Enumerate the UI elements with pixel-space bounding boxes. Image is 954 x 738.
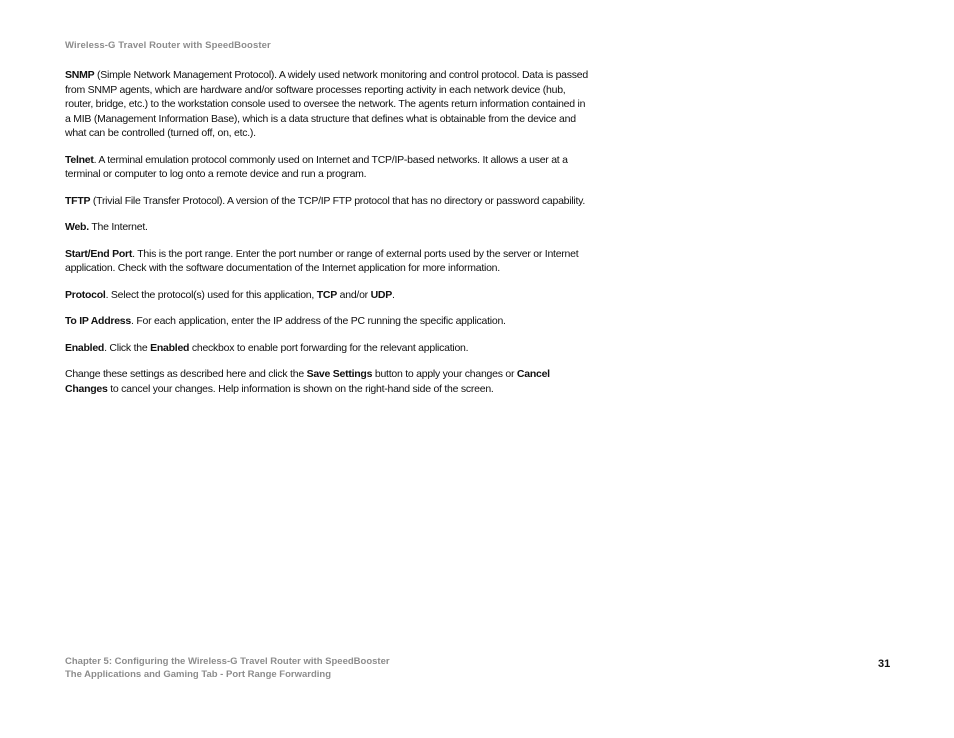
definition-text: . For each application, enter the IP address of the PC running the specific application.: [131, 315, 506, 327]
footer-section: The Applications and Gaming Tab - Port Range Forwarding: [65, 668, 332, 680]
instruction-text: Change these settings as described here and click the: [65, 368, 307, 380]
definition-to-ip-address: [65, 314, 590, 329]
definition-text: . This is the port range. Enter the port number or range of external ports used by the server or Internet application. Check with the software documentation of the Internet application for more information.: [65, 247, 579, 274]
document-body: [65, 68, 590, 408]
term: Protocol: [65, 288, 106, 301]
definition-text: checkbox to enable port forwarding for the relevant application.: [189, 341, 469, 354]
instruction-text: button to apply your changes or: [372, 368, 517, 380]
term-save-settings: Save Settings: [306, 368, 373, 380]
term-enabled: Enabled: [150, 341, 190, 354]
term: Web.: [65, 221, 89, 233]
term: SNMP: [65, 69, 95, 81]
term: Enabled: [65, 341, 105, 354]
term: Telnet: [65, 153, 94, 166]
definition-web: [65, 220, 590, 235]
definition-text: . Select the protocol(s) used for this application,: [105, 288, 317, 301]
running-header: Wireless-G Travel Router with SpeedBooster: [65, 40, 271, 51]
definition-text: . A terminal emulation protocol commonly used on Internet and TCP/IP-based networks. It allows a user at a terminal or computer to log onto a remote device and run a program.: [65, 153, 568, 180]
definition-text: and/or: [336, 288, 371, 301]
footer-chapter: Chapter 5: Configuring the Wireless-G Travel Router with SpeedBooster: [65, 656, 390, 667]
page-number: 31: [878, 658, 891, 670]
definition-snmp: [65, 68, 590, 141]
definition-enabled: [65, 341, 590, 356]
instruction-text: to cancel your changes. Help information is shown on the right-hand side of the screen.: [107, 382, 494, 395]
term: To IP Address: [65, 315, 131, 327]
term: Start/End Port: [65, 247, 133, 260]
term-cancel-changes: Cancel Changes: [65, 368, 550, 395]
definition-text: .: [392, 288, 395, 301]
definition-start-end-port: [65, 247, 590, 276]
definition-tftp: [65, 194, 590, 209]
definition-protocol: [65, 288, 590, 303]
running-footer: [65, 656, 390, 681]
definition-text: . Click the: [104, 341, 151, 354]
term-udp: UDP: [370, 288, 392, 301]
term: TFTP: [65, 194, 91, 207]
definition-text: The Internet.: [88, 221, 148, 233]
instruction-paragraph: [65, 367, 590, 396]
definition-text: (Trivial File Transfer Protocol). A version of the TCP/IP FTP protocol that has no directory or password capability.: [90, 194, 586, 207]
definition-telnet: [65, 153, 590, 182]
term-tcp: TCP: [316, 288, 337, 301]
definition-text: (Simple Network Management Protocol). A widely used network monitoring and control protocol. Data is passed from SNMP agents, which are hardware and/or software processes reporting activity in each network device (hub, router, bridge, etc.) to the workstation console used to oversee the network. The agents return information contained in a MIB (Management Information Base), which is a data structure that defines what is obtainable from the device and what can be controlled (turned off, on, etc.).: [65, 69, 588, 139]
